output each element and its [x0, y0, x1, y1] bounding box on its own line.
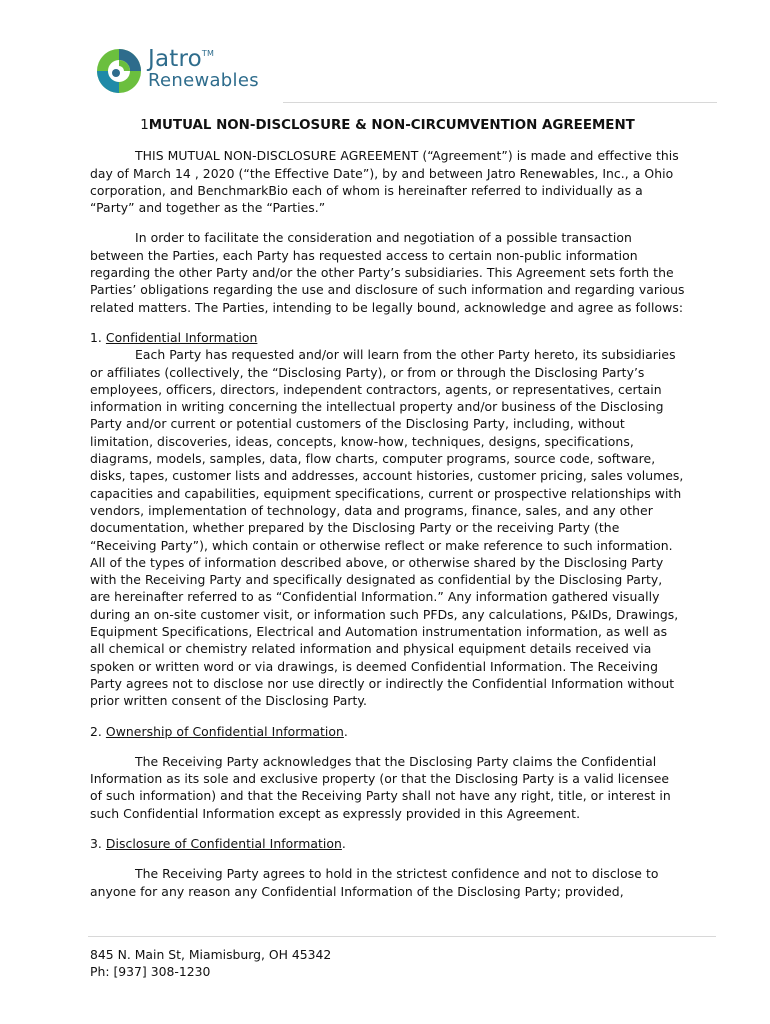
section-2-number: 2.	[90, 723, 106, 739]
document-title	[90, 117, 685, 134]
section-2-heading	[90, 723, 685, 740]
logo-wordmark-renewables: Renewables	[148, 70, 259, 91]
section-1-heading	[90, 329, 685, 346]
jatro-logo-icon	[94, 46, 144, 96]
section-2-body: The Receiving Party acknowledges that the Disclosing Party claims the Confidential Information as its sole and exclusive property (or that the Disclosing Party is a valid licensee of such information) and that the Receiving Party shall not have any right, title, or interest in such Confidential Information except as expressly provided in this Agreement.	[90, 753, 671, 821]
section-2-title: Ownership of Confidential Information	[105, 723, 344, 739]
page-footer	[90, 946, 331, 980]
company-logo	[94, 46, 284, 96]
section-1-title: Confidential Information	[105, 329, 258, 345]
logo-wordmark-jatro: Jatro™	[148, 46, 215, 72]
title-text: MUTUAL NON-DISCLOSURE & NON-CIRCUMVENTION AGREEMENT	[148, 118, 635, 133]
document-body	[90, 117, 685, 913]
header-rule	[283, 102, 717, 103]
section-1-body: Each Party has requested and/or will learn from the other Party hereto, its subsidiaries or affiliates (collectively, the “Disclosing Party), or from or through the Disclosing Party’s employees, officers, directors, independent contractors, agents, or representatives, certain information in writing concerning the intellectual property and/or business of the Disclosing Party and/or current or potential customers of the Disclosing Party, including, without limitation, discoveries, ideas, concepts, know-how, techniques, designs, specifications, diagrams, models, samples, data, flow charts, computer programs, source code, software, disks, tapes, customer lists and addresses, account histories, customer pricing, sales volumes, capacities and capabilities, equipment specifications, current or prospective relationships with vendors, implementation of technology, data and programs, finance, sales, and any other documentation, whether prepared by the Disclosing Party or the receiving Party (the “Receiving Party”), which contain or otherwise reflect or make reference to such information. All of the types of information described above, or otherwise shared by the Disclosing Party with the Receiving Party and specifically designated as confidential by the Disclosing Party, are hereinafter referred to as “Confidential Information.” Any information gathered visually during an on-site customer visit, or information such PFDs, any calculations, P&IDs, Drawings, Equipment Specifications, Electrical and Automation instrumentation information, as well as all chemical or chemistry related information and physical equipment details received via spoken or written word or via drawings, is deemed Confidential Information. The Receiving Party agrees not to disclose nor use directly or indirectly the Confidential Information without prior written consent of the Disclosing Party.	[90, 347, 684, 709]
intro-paragraph: THIS MUTUAL NON-DISCLOSURE AGREEMENT (“Agreement”) is made and effective this day of March 14 , 2020 (“the Effective Date”), by and between Jatro Renewables, Inc., a Ohio corporation, and BenchmarkBio each of whom is hereinafter referred to individually as a “Party” and together as the “Parties.”	[90, 148, 679, 216]
section-3-period: .	[341, 835, 346, 851]
section-3-title: Disclosure of Confidential Information	[105, 835, 342, 851]
section-2-period: .	[343, 723, 348, 739]
purpose-paragraph: In order to facilitate the consideration and negotiation of a possible transaction between the Parties, each Party has requested access to certain non-public information regarding the other Party and/or the other Party’s subsidiaries. This Agreement sets forth the Parties’ obligations regarding the use and disclosure of such information and regarding various related matters. The Parties, intending to be legally bound, acknowledge and agree as follows:	[90, 230, 685, 315]
section-1-number: 1.	[90, 329, 106, 345]
section-3-heading	[90, 835, 685, 852]
section-3-number: 3.	[90, 835, 106, 851]
title-number: 1	[140, 118, 149, 133]
footer-phone: Ph: [937] 308-1230	[90, 964, 211, 979]
trademark-mark: TM	[201, 49, 215, 58]
section-3-body: The Receiving Party agrees to hold in the strictest confidence and not to disclose to anyone for any reason any Confidential Information of the Disclosing Party; provided,	[90, 866, 659, 899]
footer-rule	[88, 936, 716, 937]
footer-address: 845 N. Main St, Miamisburg, OH 45342	[90, 947, 332, 962]
